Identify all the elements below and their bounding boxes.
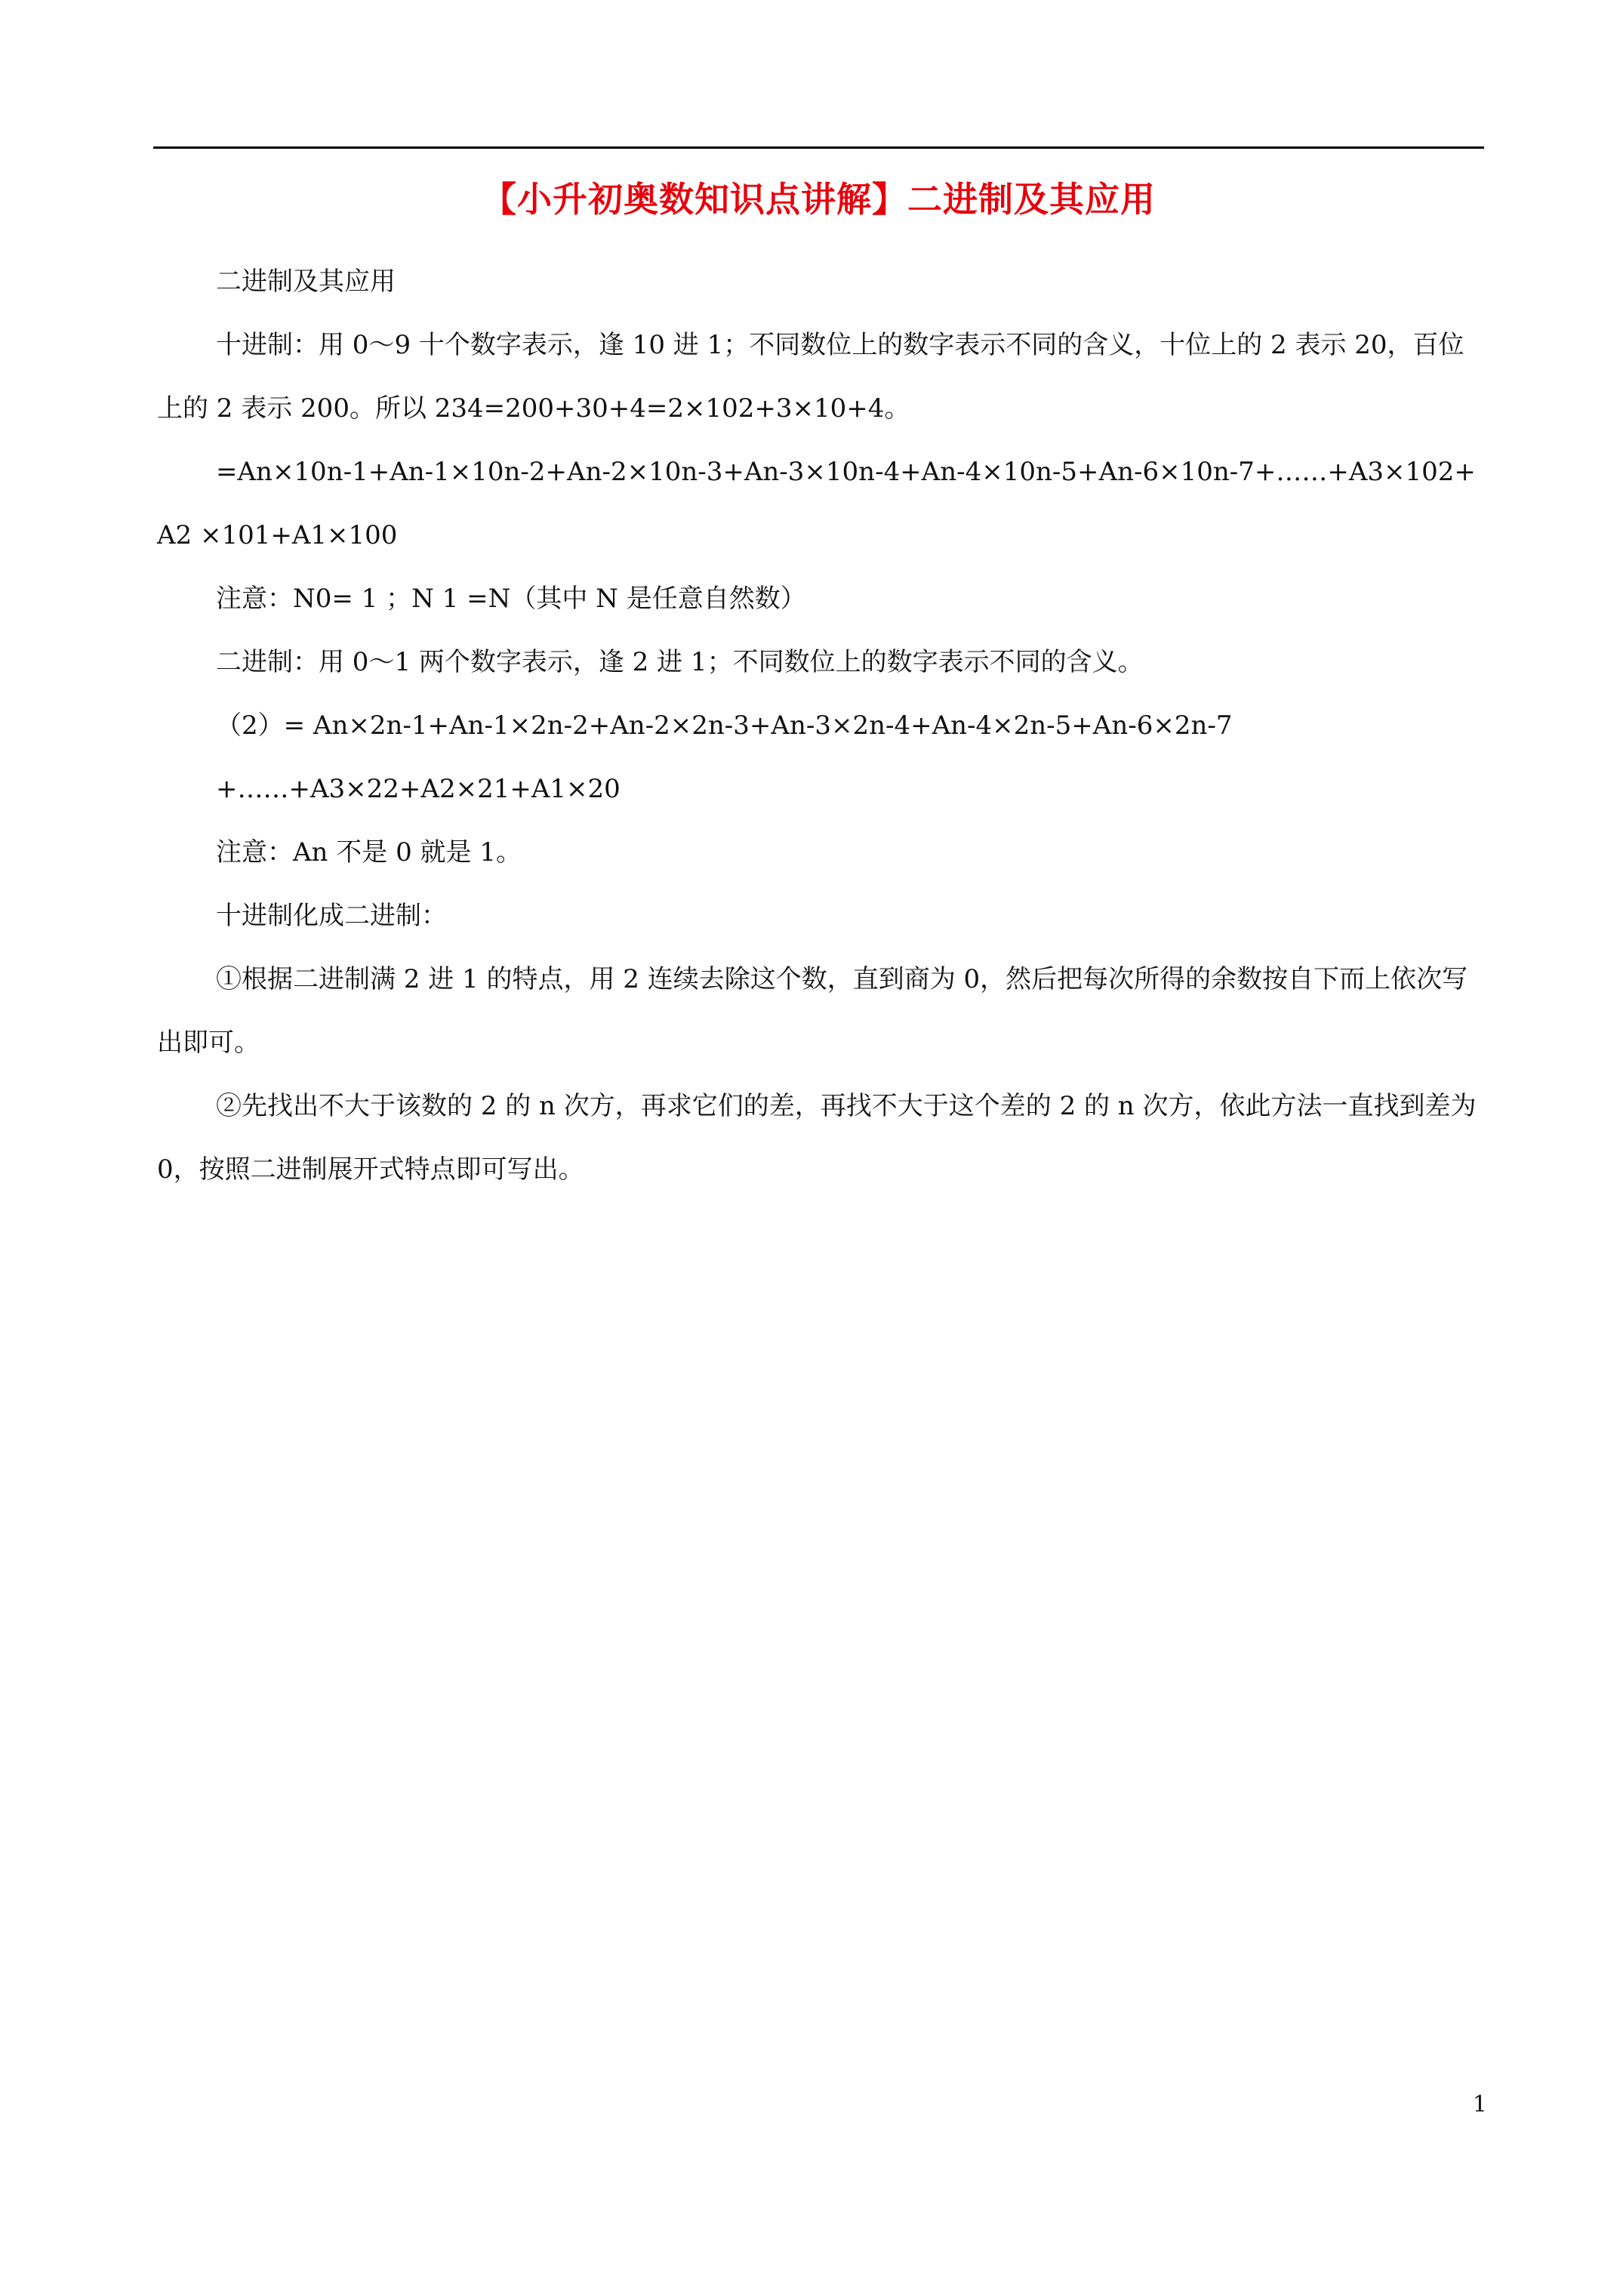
document-body (157, 250, 1486, 1201)
paragraph-binary-expansion-continued: +……+A3×22+A2×21+A1×20 (216, 774, 621, 804)
paragraph-conversion-heading: 十进制化成二进制： (216, 901, 447, 931)
paragraph-subtitle: 二进制及其应用 (216, 267, 396, 297)
paragraph-binary-definition: 二进制：用 0～1 两个数字表示，逢 2 进 1；不同数位上的数字表示不同的含义。 (216, 647, 1144, 677)
paragraph-method-two: ②先找出不大于该数的 2 的 n 次方，再求它们的差，再找不大于这个差的 2 的 n 次方，依此方法一直找到差为 0，按照二进制展开式特点即可写出。 (157, 1091, 1485, 1185)
page-number: 1 (1472, 2091, 1487, 2118)
paragraph-method-one: ①根据二进制满 2 进 1 的特点，用 2 连续去除这个数，直到商为 0，然后把每次所得的余数按自下而上依次写出即可。 (157, 964, 1468, 1058)
paragraph-note-digit: 注意：An 不是 0 就是 1。 (216, 837, 522, 868)
document-title: 【小升初奥数知识点讲解】二进制及其应用 (482, 179, 1156, 220)
paragraph-decimal-definition: 十进制：用 0～9 十个数字表示，逢 10 进 1；不同数位上的数字表示不同的含义，十位上的 2 表示 20，百位上的 2 表示 200。所以 234=200+30+4=2×102+3×10+4。 (157, 330, 1464, 424)
paragraph-binary-expansion: （2）= An×2n-1+An-1×2n-2+An-2×2n-3+An-3×2n-4+An-4×2n-5+An-6×2n-7 (216, 710, 1233, 741)
paragraph-note-power: 注意：N0= 1 ；N 1 =N（其中 N 是任意自然数） (216, 584, 806, 614)
paragraph-decimal-expansion: =An×10n-1+An-1×10n-2+An-2×10n-3+An-3×10n-4+An-4×10n-5+An-6×10n-7+……+A3×102+A2 ×101+A1×100 (157, 457, 1476, 550)
header-rule (153, 146, 1484, 149)
